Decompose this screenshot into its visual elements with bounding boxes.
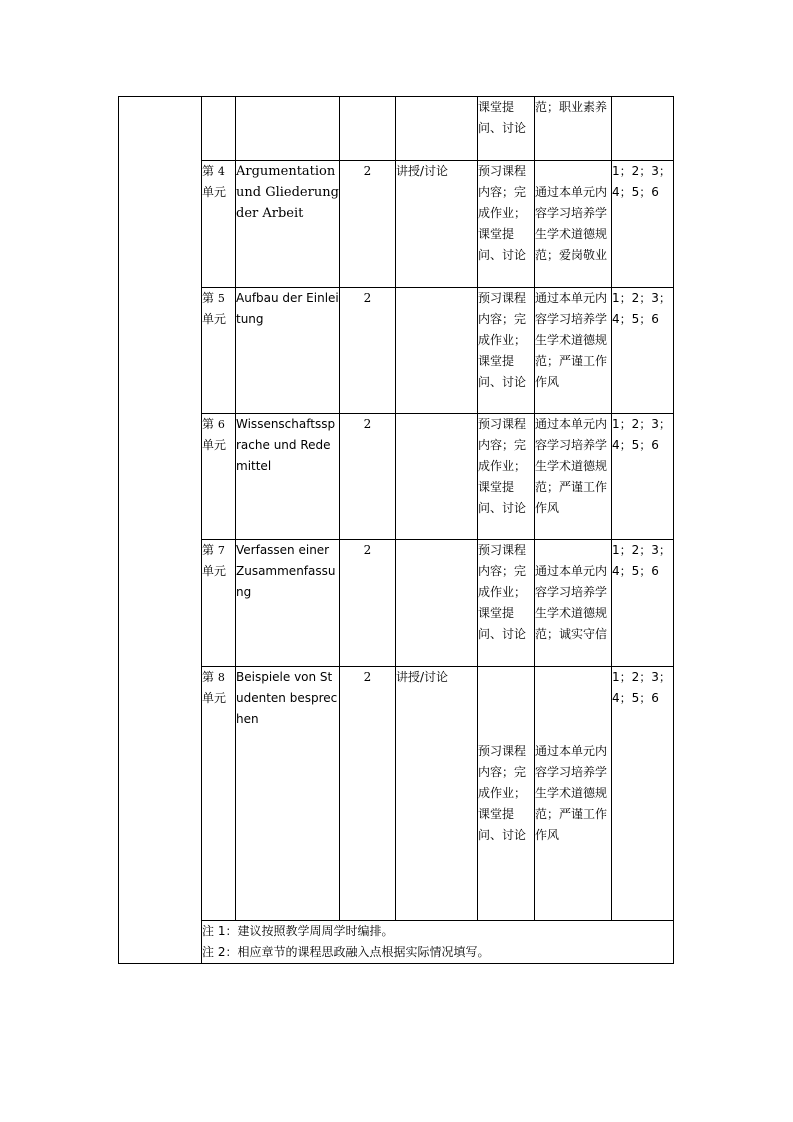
- task-cell: 预习课程内容；完成作业；课堂提问、讨论: [478, 288, 535, 414]
- unit-title: Verfassen einer Zusammenfassung: [236, 540, 340, 667]
- method-cell: 讲授/讨论: [396, 667, 478, 921]
- unit-suffix: 单元: [202, 438, 227, 452]
- table-row: [119, 161, 674, 288]
- merged-outer-cell: [119, 97, 202, 964]
- method-cell: [396, 540, 478, 667]
- task-cell: 课堂提问、讨论: [478, 97, 535, 161]
- goal-cell: 范；职业素养: [535, 97, 612, 161]
- goal-cell: 通过本单元内容学习培养学生学术道德规范；严谨工作作风: [535, 288, 612, 414]
- hours-cell: 2: [340, 288, 396, 414]
- hours-cell: [340, 97, 396, 161]
- unit-prefix: 第: [202, 164, 215, 178]
- task-cell: 预习课程内容；完成作业；课堂提问、讨论: [478, 414, 535, 540]
- unit-number: 7: [217, 544, 225, 557]
- table-row: [119, 288, 674, 414]
- method-cell: [396, 97, 478, 161]
- goal-cell: 通过本单元内容学习培养学生学术道德规范；严谨工作作风: [535, 414, 612, 540]
- unit-cell: [202, 540, 236, 667]
- note-2: 注 2：相应章节的课程思政融入点根据实际情况填写。: [202, 945, 490, 959]
- unit-prefix: 第: [202, 291, 215, 305]
- objectives-cell: [612, 97, 674, 161]
- unit-number: 8: [217, 671, 225, 684]
- note-1: 注 1：建议按照教学周周学时编排。: [202, 924, 394, 938]
- unit-title: Wissenschaftssprache und Redemittel: [236, 414, 340, 540]
- objectives-cell: 1；2；3；4；5；6: [612, 667, 674, 921]
- hours-cell: 2: [340, 540, 396, 667]
- unit-number: 6: [217, 418, 225, 431]
- objectives-cell: 1；2；3；4；5；6: [612, 288, 674, 414]
- unit-title: Beispiele von Studenten besprechen: [236, 667, 340, 921]
- table-row-continued: [119, 97, 674, 161]
- goal-cell: 通过本单元内容学习培养学生学术道德规范；严谨工作作风: [535, 667, 612, 921]
- method-cell: 讲授/讨论: [396, 161, 478, 288]
- task-cell: 预习课程内容；完成作业；课堂提问、讨论: [478, 161, 535, 288]
- objectives-cell: 1；2；3；4；5；6: [612, 161, 674, 288]
- title-cell: [236, 97, 340, 161]
- unit-suffix: 单元: [202, 185, 227, 199]
- unit-number: 4: [217, 165, 225, 178]
- objectives-cell: 1；2；3；4；5；6: [612, 540, 674, 667]
- unit-cell: [202, 414, 236, 540]
- hours-cell: 2: [340, 667, 396, 921]
- unit-prefix: 第: [202, 543, 215, 557]
- method-cell: [396, 414, 478, 540]
- hours-cell: 2: [340, 414, 396, 540]
- unit-number: 5: [217, 292, 225, 305]
- table-row: [119, 540, 674, 667]
- unit-prefix: 第: [202, 417, 215, 431]
- objectives-cell: 1；2；3；4；5；6: [612, 414, 674, 540]
- unit-suffix: 单元: [202, 312, 227, 326]
- method-cell: [396, 288, 478, 414]
- unit-cell: [202, 288, 236, 414]
- notes-cell: [202, 921, 674, 964]
- unit-suffix: 单元: [202, 691, 227, 705]
- table-row: [119, 667, 674, 921]
- task-cell: 预习课程内容；完成作业；课堂提问、讨论: [478, 667, 535, 921]
- unit-cell: [202, 161, 236, 288]
- unit-suffix: 单元: [202, 564, 227, 578]
- unit-prefix: 第: [202, 670, 215, 684]
- unit-cell: [202, 97, 236, 161]
- table-row: [119, 414, 674, 540]
- notes-row: [119, 921, 674, 964]
- goal-cell: 通过本单元内容学习培养学生学术道德规范；爱岗敬业: [535, 161, 612, 288]
- hours-cell: 2: [340, 161, 396, 288]
- goal-cell: 通过本单元内容学习培养学生学术道德规范；诚实守信: [535, 540, 612, 667]
- course-schedule-table: [118, 96, 674, 964]
- unit-title: Argumentation und Gliederung der Arbeit: [236, 161, 340, 288]
- task-cell: 预习课程内容；完成作业；课堂提问、讨论: [478, 540, 535, 667]
- unit-title: Aufbau der Einleitung: [236, 288, 340, 414]
- unit-cell: [202, 667, 236, 921]
